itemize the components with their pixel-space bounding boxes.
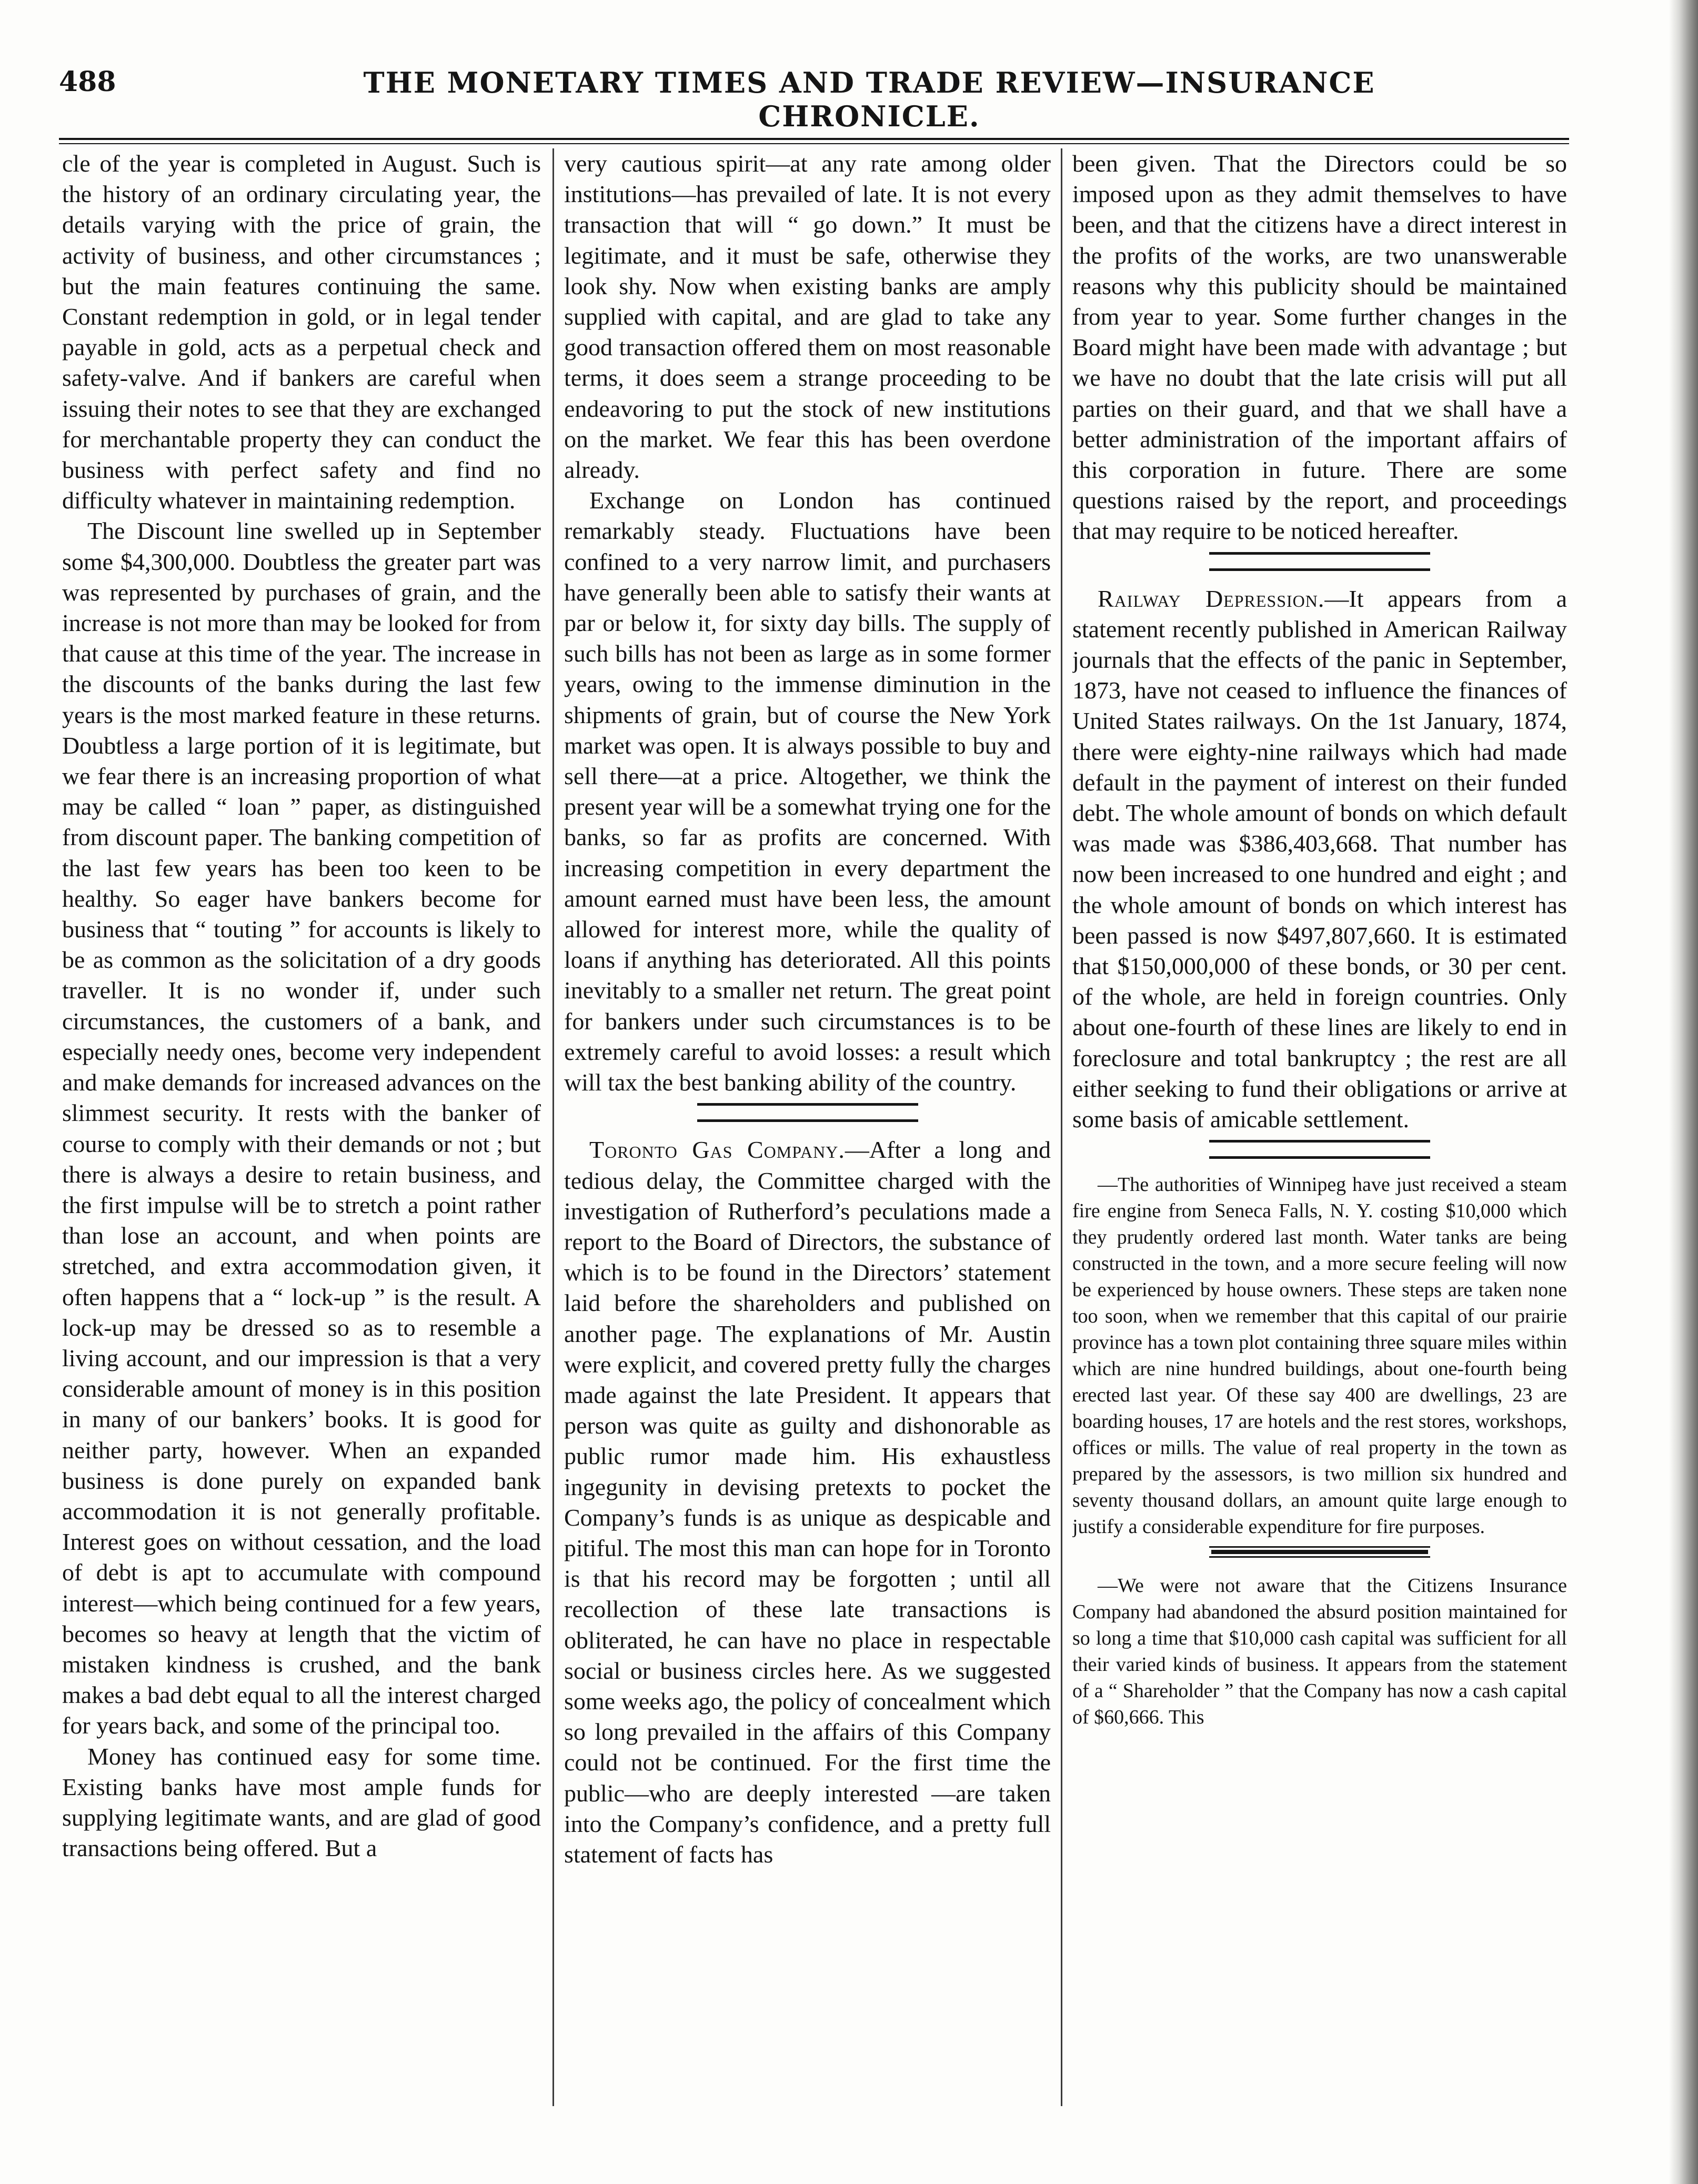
col3-winnipeg-note: —The authorities of Winnipeg have just received a steam fire engine from Seneca Falls, N. Y. costing $10,000 which they prudently ordered last month. Water tanks are being constructed in the town, and a more secure feeling will now be experienced by house owners. These steps are taken none too soon, when we remember that this capital of our prairie province has a town plot containing three square miles within which are nine hundred buildings, about one-fourth being erected last year. Of these say 400 are dwellings, 23 are boarding houses, 17 are hotels and the rest stores, workshops, offices or mills. The value of real property in the town as prepared by the assessors, is two million six hundred and seventy thousand dollars, an amount quite large enough to justify a considerable expenditure for fire purposes. — [1072, 1174, 1567, 1538]
col2-paragraph-1: very cautious spirit—at any rate among older institutions—has prevailed of late. It is not every transaction that will “ go down.” It must be legitimate, and it must be safe, otherwise they look shy. Now when existing banks are amply supplied with capital, and are glad to take any good transaction offered them on most reasonable terms, it does seem a strange proceeding to be endeavoring to put the stock of new institutions on the market. We fear this has been overdone already. — [564, 150, 1051, 484]
column-3 — [1072, 148, 1567, 2127]
col2-paragraph-2: Exchange on London has continued remarkably steady. Fluctuations have been confined to a very narrow limit, and purchasers have generally been able to satisfy their wants at par or below it, for sixty day bills. The supply of such bills has not been as large as in some former years, owing to the immense diminution in the shipments of grain, but of course the New York market was open. It is always possible to buy and sell there—at a price. Altogether, we think the present year will be a somewhat trying one for the banks, so far as profits are concerned. With increasing competition in every department the amount earned must have been less, the amount allowed for interest more, while the quality of loans if anything has deteriorated. All this points inevitably to a smaller net return. The great point for bankers under such circumstances is to be extremely careful to avoid losses: a result which will tax the best banking ability of the country. — [564, 487, 1051, 1096]
col1-paragraph-1: cle of the year is completed in August. Such is the history of an ordinary circulating year, the details varying with the price of grain, the activity of business, and other circumstances ; but the main features continuing the same. Constant redemption in gold, or in legal tender payable in gold, acts as a perpetual check and safety-valve. And if bankers are careful when issuing their notes to see that they are exchanged for merchantable property they can conduct the business with perfect safety and find no difficulty whatever in maintaining redemption. — [62, 150, 541, 514]
toronto-gas-heading: Toronto Gas Company. — [589, 1136, 845, 1164]
page-number: 488 — [59, 66, 116, 98]
toronto-gas-body: —After a long and tedious delay, the Committee charged with the investigation of Rutherford’s peculations made a report to the Board of Directors, the substance of which is to be found in the Directors’ statement laid before the shareholders and published on another page. The explanations of Mr. Austin were explicit, and covered pretty fully the charges made against the late President. It appears that person was quite as guilty and dishonorable as public rumor made him. His exhaustless ingegunity in devising pretexts to pocket the Company’s funds is as unique as despicable and pitiful. The most this man can hope for in Toronto is that his record may be forgotten ; until all recollection of these late transactions is obliterated, he can have no place in respectable social or business circles here. As we suggested some weeks ago, the policy of concealment which so long prevailed in the affairs of this Company could not be continued. For the first time the public—who are deeply interested —are taken into the Company’s confidence, and a pretty full statement of facts has — [564, 1136, 1051, 1868]
section-separator — [1209, 552, 1430, 571]
col1-paragraph-2: The Discount line swelled up in September some $4,300,000. Doubtless the greater part was was represented by purchases of grain, and the increase is not more than may be looked for from that cause at this time of the year. The increase in the discounts of the banks during the last few years is the most marked feature in these returns. Doubtless a large portion of it is legitimate, but we fear there is an increasing proportion of what may be called “ loan ” paper, as distinguished from discount paper. The banking competition of the last few years has been too keen to be healthy. So eager have bankers become for business that “ touting ” for accounts is likely to be as common as the solicitation of a dry goods traveller. It is no wonder if, under such circumstances, the customers of a bank, and especially needy ones, become very independent and make demands for increased advances on the slimmest security. It rests with the banker of course to comply with their demands or not ; but there is always a desire to retain business, and the first impulse will be to stretch a point rather than lose an account, and when points are stretched, and extra accommodation given, it often happens that a “ lock-up ” is the result. A lock-up may be dressed so as to resemble a living account, and our impression is that a very considerable amount of money is in this position in many of our bankers’ books. It is good for neither party, however. When an expanded business is done purely on expanded bank accommodation it is not generally profitable. Interest goes on without cessation, and the load of debt is apt to accumulate with compound interest—which being continued for a few years, becomes so heavy at length that the victim of mistaken kindness is crushed, and the bank makes a bad debt equal to all the interest charged for years back, and some of the principal too. — [62, 517, 541, 1739]
header-rule-top — [59, 138, 1569, 140]
column-divider-1 — [552, 148, 554, 2106]
scan-edge-shadow — [1669, 0, 1698, 2184]
header-rule-bottom — [59, 143, 1569, 144]
col3-railway-article — [1072, 584, 1567, 1135]
running-title: THE MONETARY TIMES AND TRADE REVIEW—INSURANCE CHRONICLE. — [363, 66, 1375, 133]
col3-paragraph-1: been given. That the Directors could be so imposed upon as they admit themselves to have been, and that the citizens have a direct interest in the profits of the works, are two unanswerable reasons why this publicity should be maintained from year to year. Some further changes in the Board might have been made with advantage ; but we have no doubt that the late crisis will put all parties on their guard, and that we shall have a better administration of the important affairs of this corporation in future. There are some questions raised by the report, and proceedings that may require to be noticed hereafter. — [1072, 150, 1567, 545]
railway-depression-heading: Railway Depression. — [1098, 585, 1325, 612]
section-separator — [1209, 1140, 1430, 1159]
column-1 — [62, 148, 541, 2127]
col2-toronto-gas-article — [564, 1135, 1051, 1870]
column-2 — [564, 148, 1051, 2127]
column-divider-2 — [1061, 148, 1062, 2106]
railway-depression-body: —It appears from a statement recently published in American Railway journals that the effects of the panic in September, 1873, have not ceased to influence the finances of United States railways. On the 1st January, 1874, there were eighty-nine railways which had made default in the payment of interest on their funded debt. The whole amount of bonds on which default was made was $386,403,668. That number has now been increased to one hundred and eight ; and the whole amount of bonds on which interest has been passed is now $497,807,660. It is estimated that $150,000,000 of these bonds, or 30 per cent. of the whole, are held in foreign countries. Only about one-fourth of these lines are likely to end in foreclosure and total bankruptcy ; the rest are all either seeking to fund their obligations or arrive at some basis of amicable settlement. — [1072, 585, 1567, 1133]
section-separator — [697, 1103, 918, 1122]
col1-paragraph-3: Money has continued easy for some time. Existing banks have most ample funds for supplying legitimate wants, and are glad of good transactions being offered. But a — [62, 1742, 541, 1862]
col3-citizens-insurance-note: —We were not aware that the Citizens Insurance Company had abandoned the absurd position maintained for so long a time that $10,000 cash capital was sufficient for all their varied kinds of business. It appears from the statement of a “ Shareholder ” that the Company has now a cash capital of $60,666. This — [1072, 1575, 1567, 1729]
section-separator — [1209, 1546, 1430, 1558]
page-header — [59, 61, 1569, 133]
